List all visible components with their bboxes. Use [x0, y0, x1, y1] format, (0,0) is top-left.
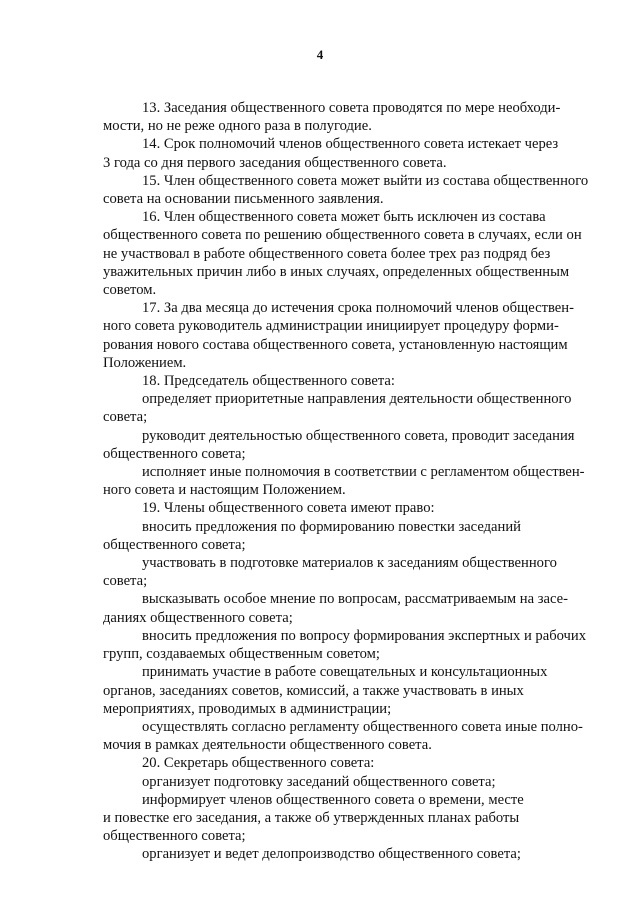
- paragraph-20: 20. Секретарь общественного совета:: [142, 755, 375, 772]
- paragraph-20-item-3: организует и ведет делопроизводство общественного совета;: [142, 846, 521, 863]
- paragraph-19-item-3: высказывать особое мнение по вопросам, рассматриваемым на засе- даниях общественного совета;: [103, 591, 568, 626]
- paragraph-19-item-2: участвовать в подготовке материалов к заседаниям общественного совета;: [103, 555, 557, 590]
- paragraph-20-item-2: информирует членов общественного совета о времени, месте и повестке его заседания, а также об утвержденных планах работы общественного совета;: [103, 791, 524, 845]
- paragraph-20-item-1: организует подготовку заседаний общественного совета;: [142, 773, 496, 790]
- paragraph-17: 17. За два месяца до истечения срока полномочий членов обществен- ного совета руководитель администрации инициирует процедуру форми- рования нового состава общественного совета, установленную настоящим Положением.: [103, 300, 574, 371]
- paragraph-18-item-3: исполняет иные полномочия в соответствии с регламентом обществен- ного совета и настоящим Положением.: [103, 464, 585, 499]
- paragraph-18-item-2: руководит деятельностью общественного совета, проводит заседания общественного совета;: [103, 427, 575, 462]
- page-number: 4: [316, 47, 324, 62]
- paragraph-19-item-1: вносить предложения по формированию повестки заседаний общественного совета;: [103, 518, 521, 553]
- paragraph-16: 16. Член общественного совета может быть исключен из состава общественного совета по решению общественного совета в случаях, если он не участвовал в работе общественного совета более трех раз подряд без уважительных причин либо в иных случаях, определенных общественным советом.: [103, 209, 582, 299]
- paragraph-19-item-5: принимать участие в работе совещательных и консультационных органов, заседаниях советов, комиссий, а также участвовать в иных мероприятиях, проводимых в администрации;: [103, 664, 548, 717]
- paragraph-19-item-4: вносить предложения по вопросу формирования экспертных и рабочих групп, создаваемых общественным советом;: [103, 627, 586, 663]
- paragraph-15: 15. Член общественного совета может выйти из состава общественного совета на основании письменного заявления.: [103, 172, 589, 208]
- paragraph-18: 18. Председатель общественного совета:: [142, 373, 395, 390]
- paragraph-18-item-1: определяет приоритетные направления деятельности общественного совета;: [103, 391, 572, 426]
- paragraph-14: 14. Срок полномочий членов общественного совета истекает через 3 года со дня первого заседания общественного совета.: [103, 136, 559, 171]
- paragraph-19: 19. Члены общественного совета имеют право:: [142, 500, 435, 517]
- paragraph-19-item-6: осуществлять согласно регламенту общественного совета иные полно- мочия в рамках деятельности общественного совета.: [103, 718, 583, 754]
- paragraph-13: 13. Заседания общественного совета проводятся по мере необходи- мости, но не реже одного раза в полугодие.: [103, 100, 561, 135]
- document-body: [103, 99, 605, 864]
